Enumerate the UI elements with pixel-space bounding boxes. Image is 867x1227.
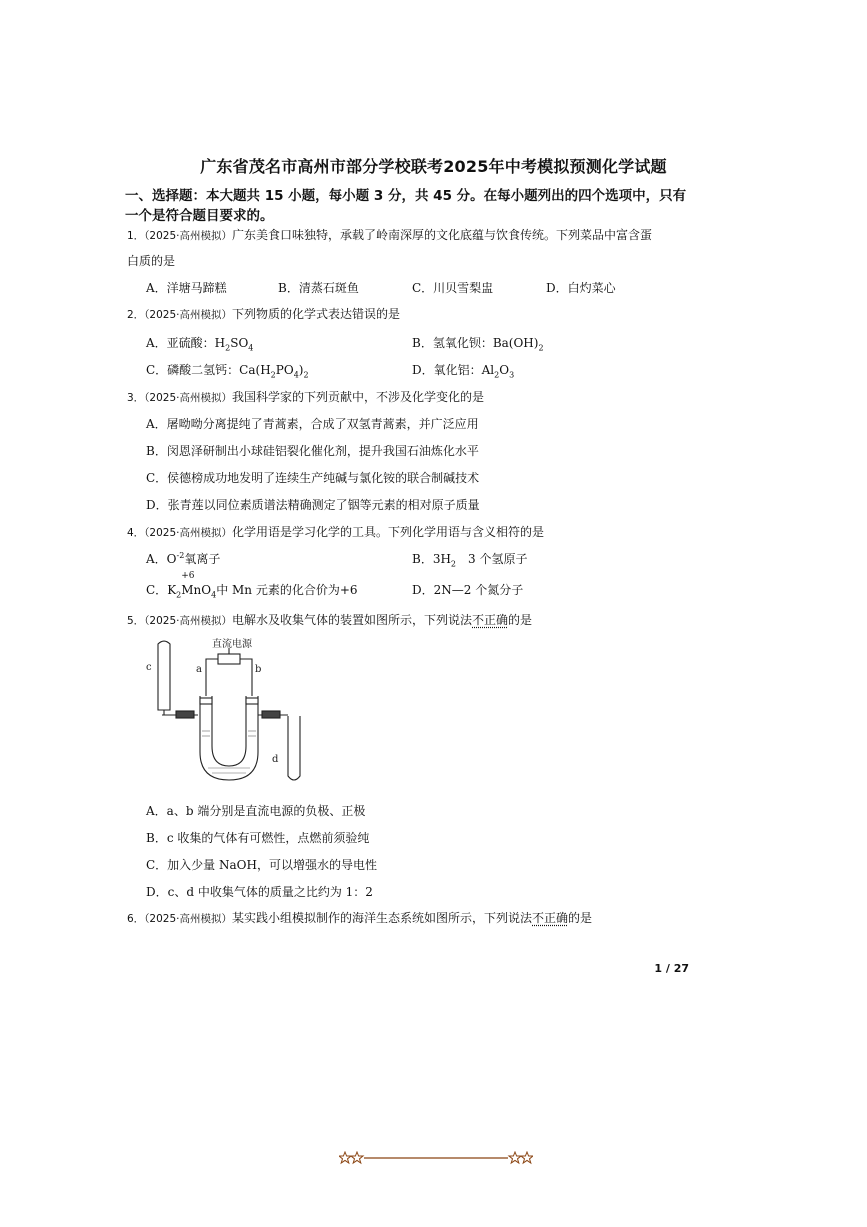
- question-source: （2025·高州模拟）: [144, 615, 232, 627]
- section-heading-line1: 一、选择题：本大题共 15 小题，每小题 3 分，共 45 分。在每小题列出的四个选项中，只有: [125, 188, 687, 204]
- q3-option-d: D．张青莲以同位素质谱法精确测定了铟等元素的相对原子质量: [146, 498, 480, 512]
- q2-option-c: C．磷酸二氢钙：$Ca(H_2PO_4)_2$: [146, 363, 309, 380]
- valence-mark: +6: [181, 571, 195, 581]
- q3-option-a: A．屠呦呦分离提纯了青蒿素，合成了双氢青蒿素，并广泛应用: [146, 417, 479, 431]
- label-d: d: [272, 754, 279, 765]
- q4-option-a: A．$O^{-2}$氧离子: [146, 551, 221, 566]
- page-number: 1 / 27: [654, 962, 689, 975]
- q2-option-b: B．氢氧化钡：$Ba(OH)_2$: [412, 336, 544, 353]
- q5-option-b: B．c 收集的气体有可燃性，点燃前须验纯: [146, 831, 370, 845]
- emphasis-text: 不正确: [472, 613, 509, 627]
- question-5-stem: 5．（2025·高州模拟）电解水及收集气体的装置如图所示，下列说法不正确的是: [127, 613, 533, 627]
- question-1-stem: [127, 226, 652, 243]
- q5-option-a: A．a、b 端分别是直流电源的负极、正极: [146, 804, 366, 818]
- question-source: （2025·高州模拟）: [144, 309, 232, 321]
- label-a: a: [196, 664, 202, 675]
- electrolysis-apparatus-figure: [140, 636, 305, 788]
- question-number: 6．: [127, 913, 145, 925]
- question-text: 电解水及收集气体的装置如图所示，下列说法: [232, 613, 473, 627]
- question-2-stem: [127, 305, 400, 322]
- q2-option-a: A．亚硫酸：$H_2SO_4$: [146, 336, 254, 353]
- power-source-label: 直流电源: [212, 639, 252, 650]
- question-number: 3．: [127, 392, 145, 404]
- question-number: 1．: [127, 230, 145, 242]
- label-b: b: [255, 664, 262, 675]
- q3-option-b: B．闵恩泽研制出小球硅铝裂化催化剂，提升我国石油炼化水平: [146, 444, 479, 458]
- q4-option-d: D．2N—2 个氮分子: [412, 583, 524, 597]
- power-source-box: [218, 654, 240, 664]
- q4-option-c: C． +6 $K_2MnO_4$中 Mn 元素的化合价为+6: [146, 571, 358, 600]
- q4-option-b: B．$3H_2$ 3 个氢原子: [412, 552, 528, 569]
- question-text: 广东美食口味独特，承载了岭南深厚的文化底蕴与饮食传统。下列菜品中富含蛋: [232, 228, 653, 242]
- q1-option-a: A．洋塘马蹄糕: [146, 281, 227, 295]
- footer-ornament: [339, 1151, 533, 1165]
- question-source: （2025·高州模拟）: [144, 913, 232, 925]
- star-icon: [509, 1152, 521, 1163]
- question-source: （2025·高州模拟）: [144, 392, 232, 404]
- label-c: c: [146, 662, 152, 673]
- question-text: 下列物质的化学式表达错误的是: [232, 307, 401, 321]
- question-source: （2025·高州模拟）: [144, 230, 232, 242]
- question-3-stem: [127, 388, 484, 405]
- q5-option-d: D．c、d 中收集气体的质量之比约为 1：2: [146, 885, 373, 899]
- emphasis-text: 不正确: [532, 911, 569, 925]
- question-text: 某实践小组模拟制作的海洋生态系统如图所示，下列说法: [232, 911, 533, 925]
- question-number: 2．: [127, 309, 145, 321]
- star-icon: [339, 1152, 351, 1163]
- question-number: 5．: [127, 615, 145, 627]
- section-heading-line2: 一个是符合题目要求的。: [125, 208, 274, 224]
- question-4-stem: [127, 523, 544, 540]
- question-number: 4．: [127, 527, 145, 539]
- q1-option-c: C．川贝雪梨盅: [412, 281, 494, 295]
- q2-option-d: D．氧化铝：$Al_2O_3$: [412, 363, 515, 380]
- question-text: 化学用语是学习化学的工具。下列化学用语与含义相符的是: [232, 525, 545, 539]
- question-text: 我国科学家的下列贡献中，不涉及化学变化的是: [232, 390, 485, 404]
- q1-option-b: B．清蒸石斑鱼: [278, 281, 359, 295]
- q5-option-c: C．加入少量 NaOH，可以增强水的导电性: [146, 858, 377, 872]
- star-icon: [351, 1152, 363, 1163]
- star-icon: [521, 1152, 533, 1163]
- q1-option-d: D．白灼菜心: [546, 281, 616, 295]
- question-1-stem-cont: 白质的是: [127, 254, 176, 268]
- q3-option-c: C．侯德榜成功地发明了连续生产纯碱与氯化铵的联合制碱技术: [146, 471, 480, 485]
- question-6-stem: 6．（2025·高州模拟）某实践小组模拟制作的海洋生态系统如图所示，下列说法不正确的是: [127, 911, 593, 925]
- page-title: 广东省茂名市高州市部分学校联考2025年中考模拟预测化学试题: [200, 157, 667, 176]
- question-source: （2025·高州模拟）: [144, 527, 232, 539]
